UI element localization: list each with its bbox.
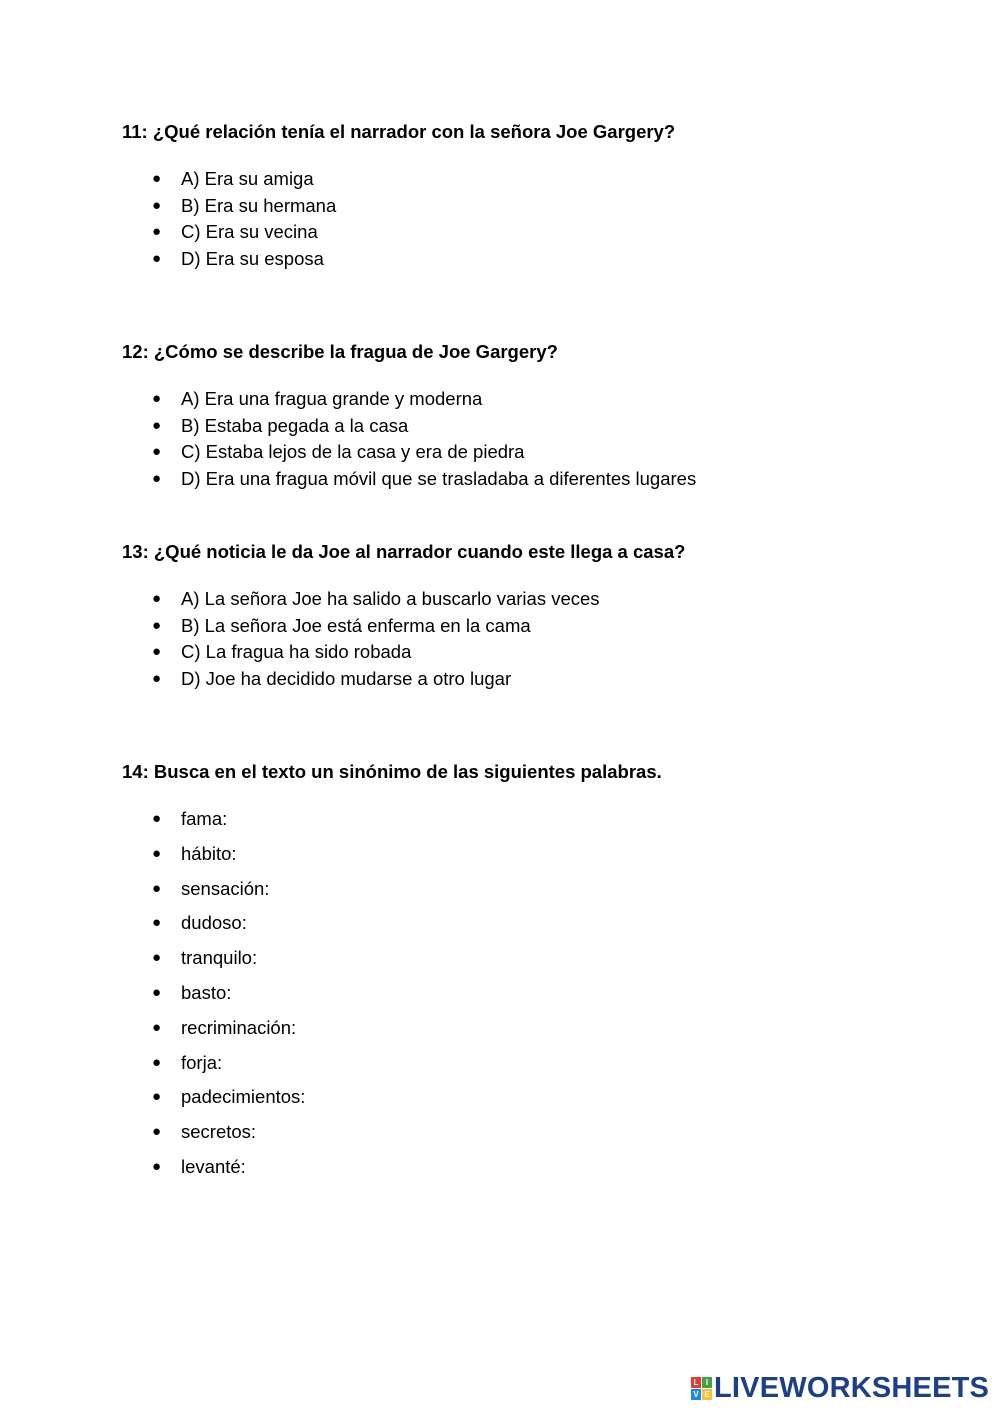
- question-13-title: 13: ¿Qué noticia le da Joe al narrador cuando este llega a casa?: [122, 541, 686, 562]
- bullet-icon: ●: [152, 1018, 162, 1036]
- option: ● A) La señora Joe ha salido a buscarlo varias veces: [152, 586, 600, 613]
- logo-letter: E: [702, 1389, 712, 1400]
- option: ● C) Era su vecina: [152, 219, 336, 246]
- logo-mark-icon: [691, 1377, 712, 1400]
- option: ● D) Era su esposa: [152, 246, 336, 273]
- bullet-icon: ●: [152, 249, 162, 267]
- bullet-icon: ●: [152, 1053, 162, 1071]
- question-14-title: 14: Busca en el texto un sinónimo de las siguientes palabras.: [122, 761, 662, 782]
- bullet-icon: ●: [152, 879, 162, 897]
- synonym-item: ● secretos:: [152, 1115, 305, 1150]
- synonym-item: ● sensación:: [152, 872, 305, 907]
- bullet-icon: ●: [152, 196, 162, 214]
- option: ● A) Era su amiga: [152, 166, 336, 193]
- bullet-icon: ●: [152, 643, 162, 661]
- bullet-icon: ●: [152, 810, 162, 827]
- option: ● B) Era su hermana: [152, 193, 336, 220]
- bullet-icon: ●: [152, 390, 162, 407]
- liveworksheets-logo: [691, 1371, 990, 1404]
- bullet-icon: ●: [152, 1088, 162, 1106]
- bullet-icon: ●: [152, 590, 162, 607]
- option: ● C) La fragua ha sido robada: [152, 639, 600, 666]
- option: ● D) Joe ha decidido mudarse a otro lugar: [152, 666, 600, 693]
- bullet-icon: ●: [152, 223, 162, 241]
- question-11-options: [152, 166, 336, 272]
- logo-letter: I: [702, 1377, 712, 1388]
- bullet-icon: ●: [152, 844, 162, 862]
- bullet-icon: ●: [152, 914, 162, 932]
- bullet-icon: ●: [152, 669, 162, 687]
- synonym-item: ● hábito:: [152, 837, 305, 872]
- option: ● C) Estaba lejos de la casa y era de piedra: [152, 439, 696, 466]
- option: ● B) La señora Joe está enferma en la cama: [152, 613, 600, 640]
- question-11-title: 11: ¿Qué relación tenía el narrador con la señora Joe Gargery?: [122, 121, 676, 142]
- logo-letter: V: [691, 1389, 701, 1400]
- logo-text: LIVEWORKSHEETS: [714, 1371, 990, 1404]
- question-14-word-list: [152, 802, 305, 1185]
- option: ● B) Estaba pegada a la casa: [152, 413, 696, 440]
- question-12-title: 12: ¿Cómo se describe la fragua de Joe Gargery?: [122, 341, 558, 362]
- question-12-options: [152, 386, 696, 492]
- synonym-item: ● padecimientos:: [152, 1080, 305, 1115]
- bullet-icon: ●: [152, 416, 162, 434]
- bullet-icon: ●: [152, 469, 162, 487]
- synonym-item: ● dudoso:: [152, 906, 305, 941]
- bullet-icon: ●: [152, 443, 162, 461]
- bullet-icon: ●: [152, 983, 162, 1001]
- synonym-item: ● basto:: [152, 976, 305, 1011]
- synonym-item: ● fama:: [152, 802, 305, 837]
- synonym-item: ● levanté:: [152, 1150, 305, 1185]
- synonym-item: ● forja:: [152, 1046, 305, 1081]
- logo-letter: L: [691, 1377, 701, 1388]
- synonym-item: ● recriminación:: [152, 1011, 305, 1046]
- bullet-icon: ●: [152, 170, 162, 187]
- bullet-icon: ●: [152, 1157, 162, 1175]
- bullet-icon: ●: [152, 949, 162, 967]
- synonym-item: ● tranquilo:: [152, 941, 305, 976]
- option: ● D) Era una fragua móvil que se trasladaba a diferentes lugares: [152, 466, 696, 493]
- option: ● A) Era una fragua grande y moderna: [152, 386, 696, 413]
- question-13-options: [152, 586, 600, 692]
- bullet-icon: ●: [152, 1123, 162, 1141]
- bullet-icon: ●: [152, 616, 162, 634]
